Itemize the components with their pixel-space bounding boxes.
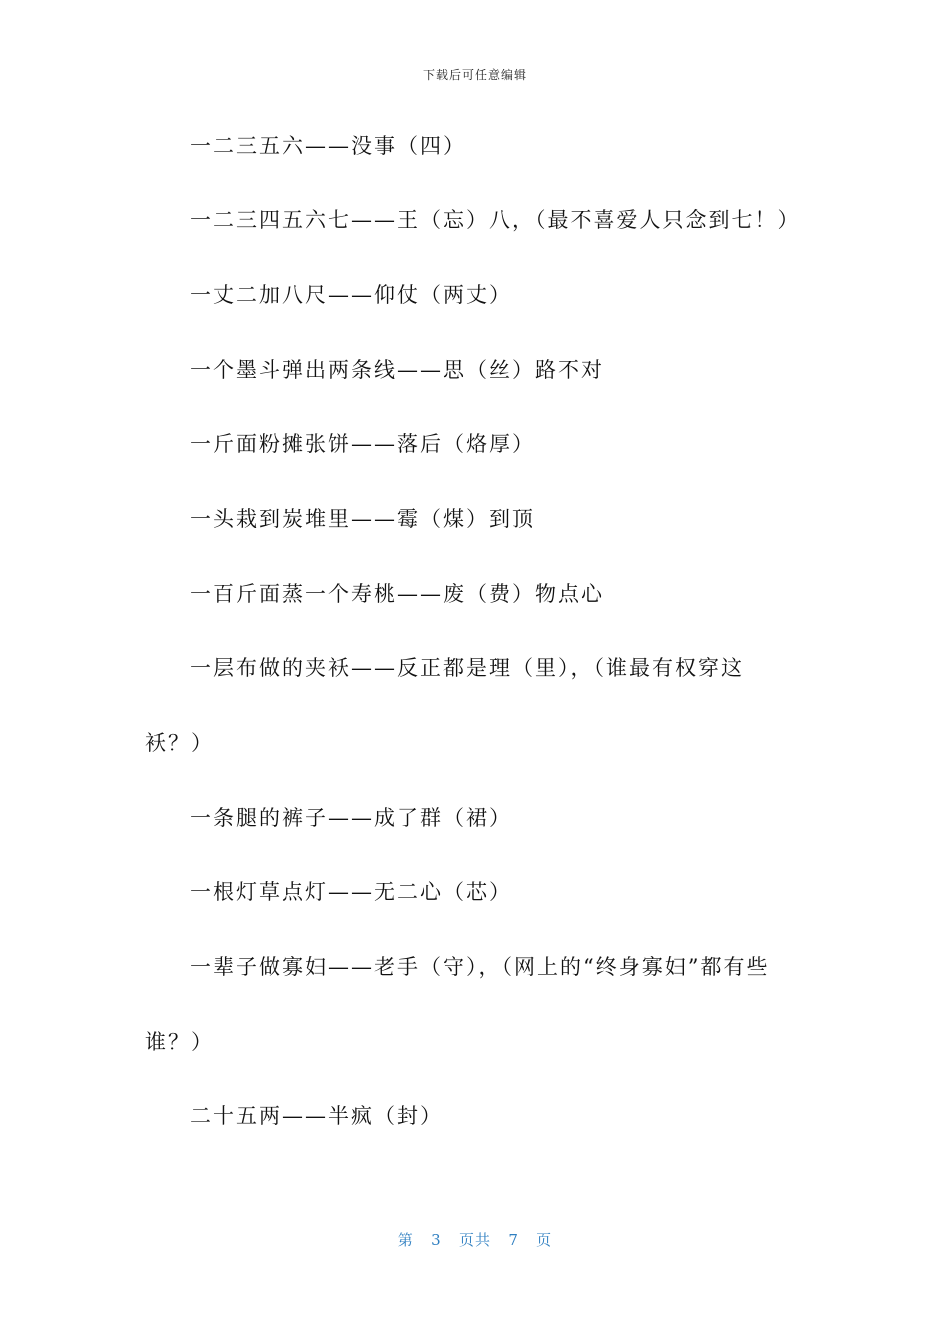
footer-suffix: 页 [536, 1231, 553, 1249]
text-line: 一二三五六——没事（四） [190, 134, 466, 158]
footer-prefix: 第 [397, 1231, 414, 1249]
page-header-note: 下载后可任意编辑 [422, 68, 527, 82]
current-page-number: 3 [431, 1231, 442, 1249]
page-number-footer [0, 1229, 950, 1250]
text-line: 一条腿的裤子——成了群（裙） [190, 806, 512, 830]
text-line: 一斤面粉摊张饼——落后（烙厚） [190, 432, 535, 456]
text-line: 二十五两——半疯（封） [190, 1104, 443, 1128]
text-line: 一丈二加八尺——仰仗（两丈） [190, 283, 512, 307]
text-line: 一百斤面蒸一个寿桃——废（费）物点心 [190, 582, 604, 606]
text-line: 一个墨斗弹出两条线——思（丝）路不对 [190, 358, 604, 382]
text-line: 一层布做的夹袄——反正都是理（里），（谁最有权穿这 [190, 656, 744, 680]
text-line-continuation: 袄？） [145, 731, 214, 755]
text-line: 一根灯草点灯——无二心（芯） [190, 880, 512, 904]
text-line-continuation: 谁？） [145, 1030, 214, 1054]
text-line: 一头栽到炭堆里——霉（煤）到顶 [190, 507, 535, 531]
footer-middle: 页共 [458, 1231, 491, 1249]
text-line: 一二三四五六七——王（忘）八，（最不喜爱人只念到七！） [190, 208, 801, 232]
text-line: 一辈子做寡妇——老手（守），（网上的“终身寡妇”都有些 [190, 955, 770, 979]
total-page-count: 7 [508, 1231, 519, 1249]
